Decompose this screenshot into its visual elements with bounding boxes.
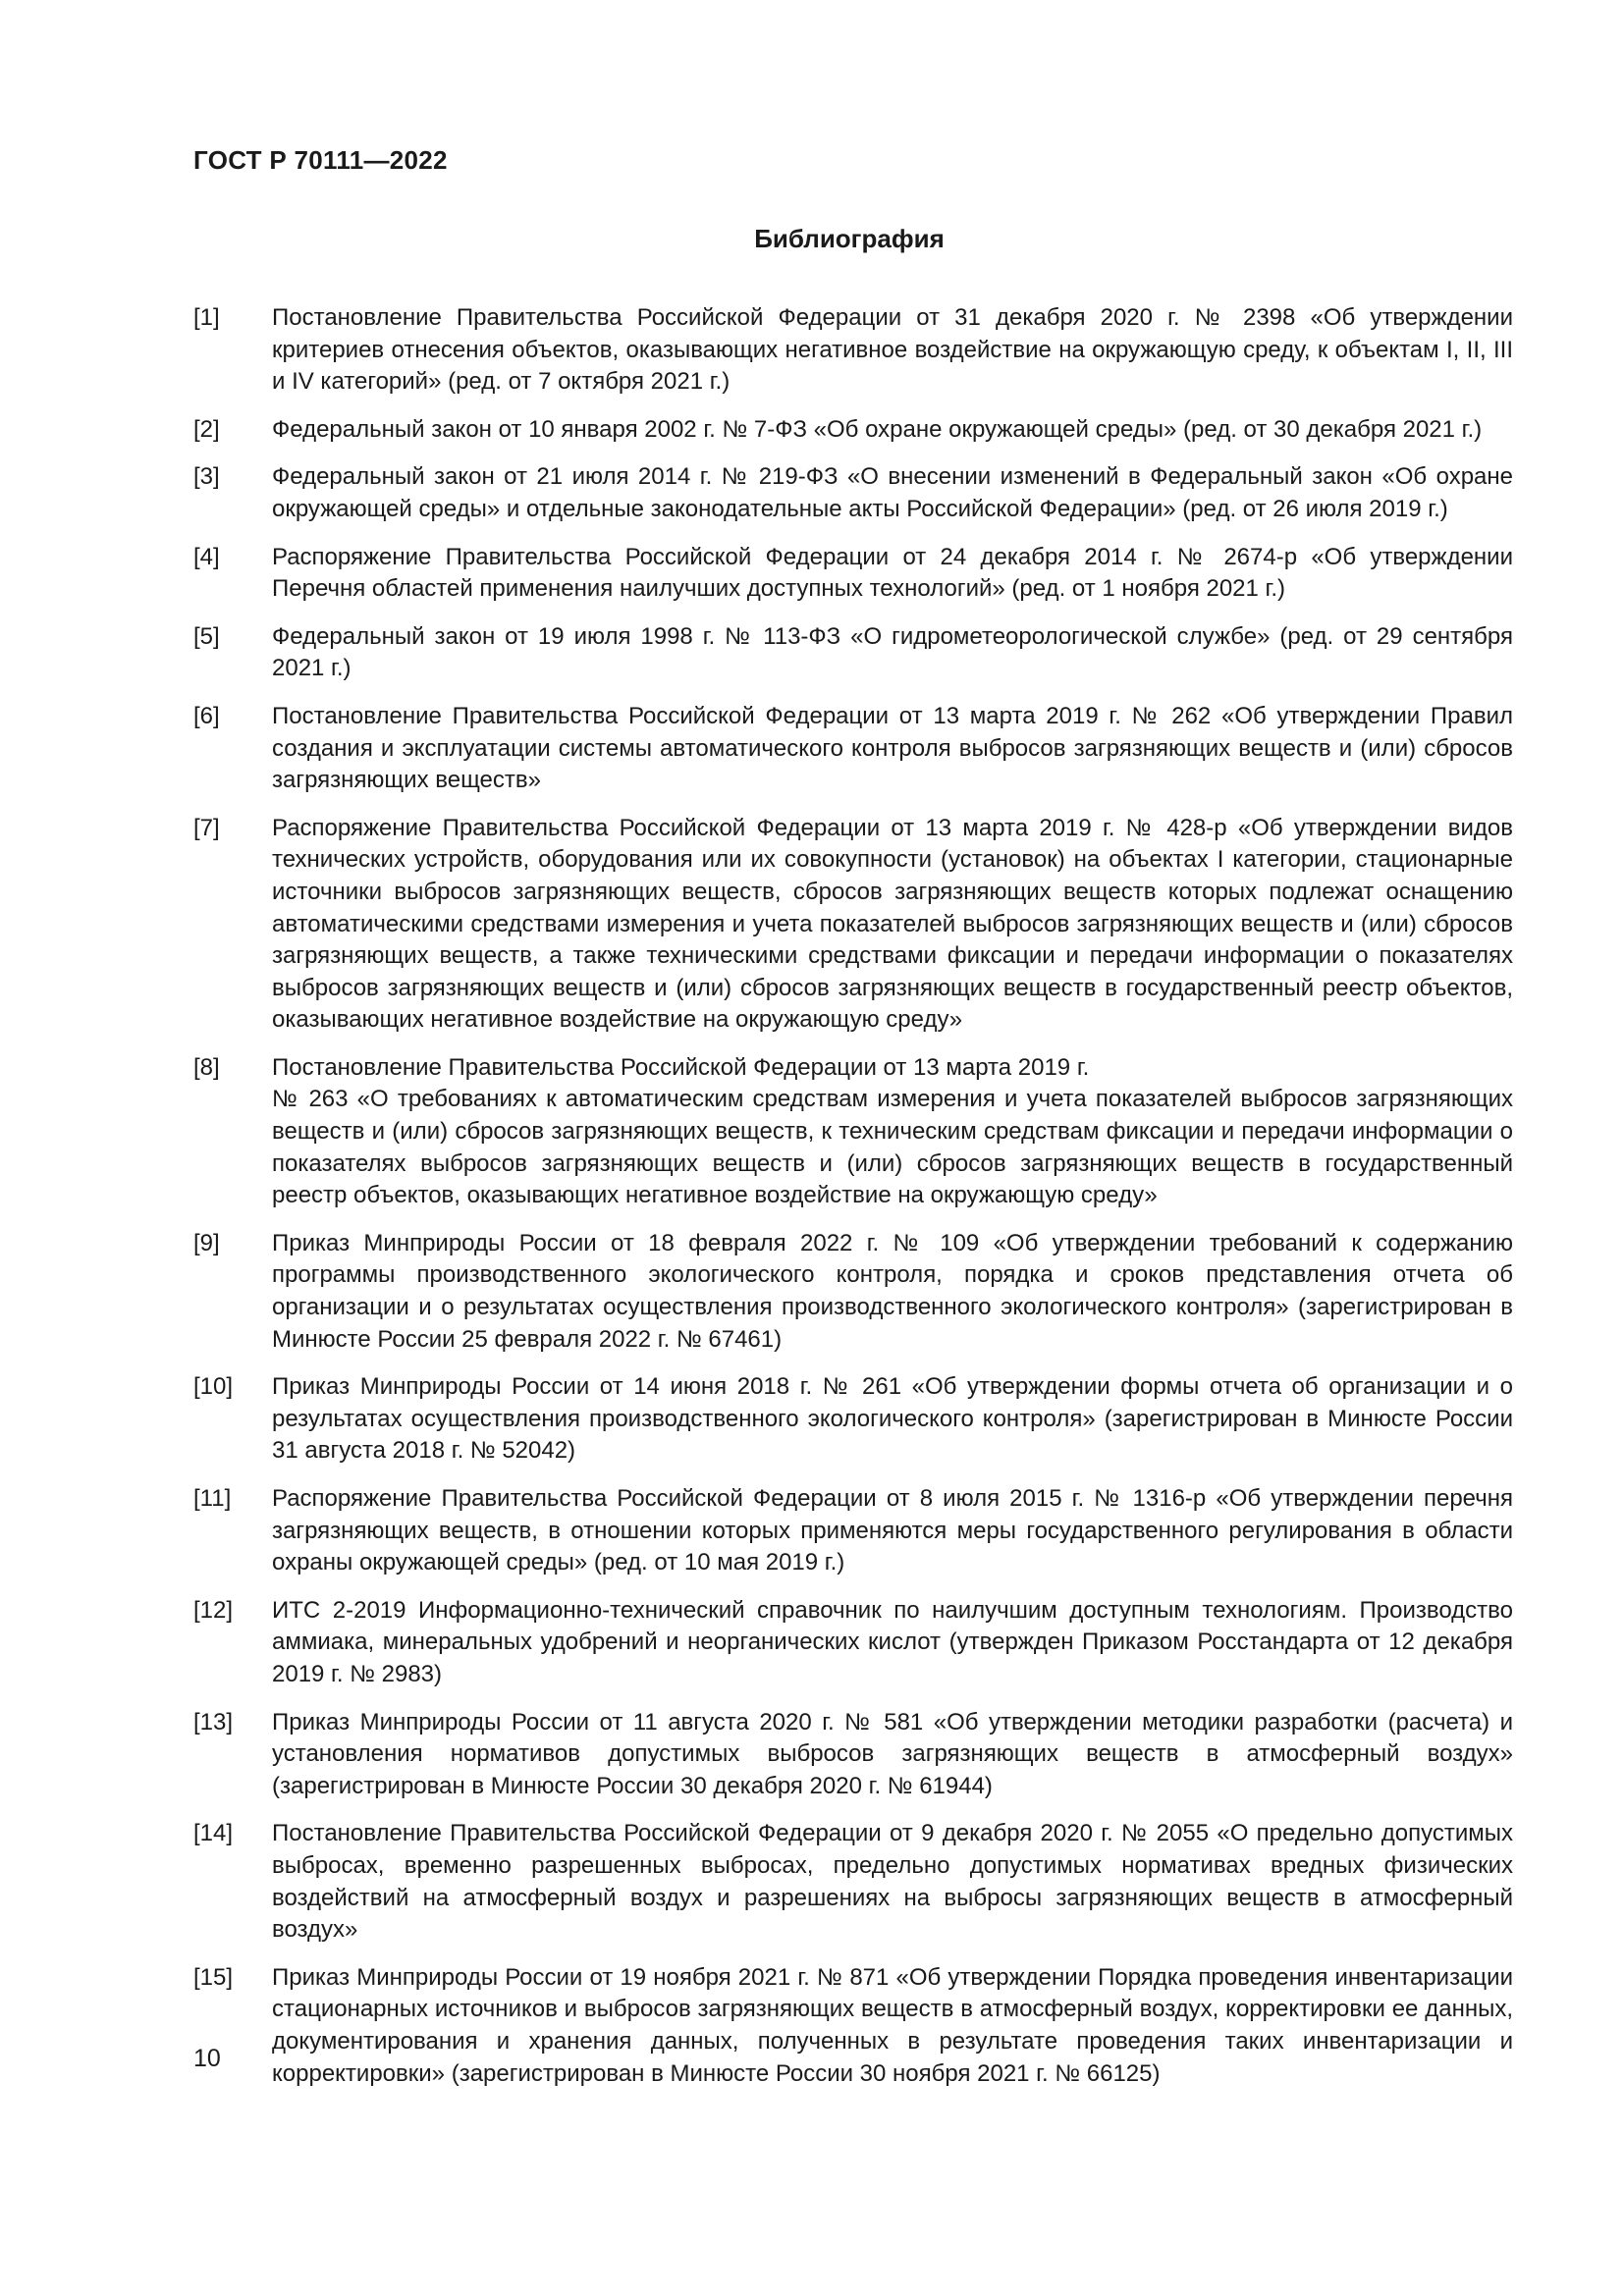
entry-text: Федеральный закон от 21 июля 2014 г. № 219-ФЗ «О внесении изменений в Федеральный закон «Об охране окружающей среды» и отдельные законодательные акты Российской Федерации» (ред. от 26 июля 2019 г.) xyxy=(272,463,1513,522)
entry-text: Приказ Минприроды России от 19 ноября 2021 г. № 871 «Об утверждении Порядка проведения инвентаризации стационарных источников и выбросов загрязняющих веществ в атмосферный воздух, корректировки ее данных, документирования и хранения данных, полученных в результате проведения таких инвентаризации и корректировки» (зарегистрирован в Минюсте России 30 ноября 2021 г. № 66125) xyxy=(272,1963,1513,2087)
entry-text: Федеральный закон от 10 января 2002 г. № 7-ФЗ «Об охране окружающей среды» (ред. от 30 декабря 2021 г.) xyxy=(272,415,1483,443)
entry-text: Постановление Правительства Российской Федерации от 31 декабря 2020 г. № 2398 «Об утверждении критериев отнесения объектов, оказывающих негативное воздействие на окружающую среду, к объектам I, II, III и IV категорий» (ред. от 7 октября 2021 г.) xyxy=(272,304,1513,396)
entry-number: [10] xyxy=(193,1373,234,1401)
bibliography-entry xyxy=(193,1371,1513,1468)
entry-number: [13] xyxy=(193,1708,234,1735)
bibliography-list xyxy=(193,302,1513,2106)
entry-number: [11] xyxy=(193,1485,232,1512)
page-number: 10 xyxy=(193,2045,221,2072)
entry-text: Приказ Минприроды России от 18 февраля 2022 г. № 109 «Об утверждении требований к содержанию программы производственного экологического контроля, порядка и сроков представления отчета об организации и о результатах осуществления производственного экологического контроля» (зарегистрирован в Минюсте России 25 февраля 2022 г. № 67461) xyxy=(272,1229,1513,1353)
bibliography-entry xyxy=(193,1962,1513,2090)
entry-text: ИТС 2-2019 Информационно-технический справочник по наилучшим доступным технологиям. Производство аммиака, минеральных удобрений и неорганических кислот (утвержден Приказом Росстандарта от 12 декабря 2019 г. № 2983) xyxy=(272,1596,1513,1687)
entry-text: Распоряжение Правительства Российской Федерации от 13 марта 2019 г. № 428-р «Об утверждении видов технических устройств, оборудования или их совокупности (установок) на объектах I категории, стационарные источники выбросов загрязняющих веществ, сбросов загрязняющих веществ которых подлежат оснащению автоматическими средствами измерения и учета показателей выбросов загрязняющих веществ и (или) сбросов загрязняющих веществ, а также техническими средствами фиксации и передачи информации о показателях выбросов загрязняющих веществ и (или) сбросов загрязняющих веществ в государственный реестр объектов, оказывающих негативное воздействие на окружающую среду» xyxy=(272,814,1513,1034)
document-header: ГОСТ Р 70111—2022 xyxy=(193,145,448,175)
bibliography-entry xyxy=(193,302,1513,399)
entry-number: [4] xyxy=(193,543,220,570)
entry-number: [8] xyxy=(193,1053,220,1081)
bibliography-entry xyxy=(193,1707,1513,1803)
entry-number: [15] xyxy=(193,1963,234,1991)
bibliography-entry xyxy=(193,701,1513,797)
bibliography-entry xyxy=(193,621,1513,685)
entry-text: Распоряжение Правительства Российской Федерации от 8 июля 2015 г. № 1316-р «Об утверждении перечня загрязняющих веществ, в отношении которых применяются меры государственного регулирования в области охраны окружающей среды» (ред. от 10 мая 2019 г.) xyxy=(272,1485,1513,1576)
entry-number: [6] xyxy=(193,702,220,729)
entry-text: Федеральный закон от 19 июля 1998 г. № 113-ФЗ «О гидрометеорологической службе» (ред. от 29 сентября 2021 г.) xyxy=(272,622,1513,682)
entry-number: [12] xyxy=(193,1596,234,1624)
bibliography-entry xyxy=(193,813,1513,1037)
entry-number: [14] xyxy=(193,1820,234,1847)
entry-number: [1] xyxy=(193,304,220,331)
entry-text: Постановление Правительства Российской Федерации от 13 марта 2019 г. № 263 «О требованиях к автоматическим средствам измерения и учета показателей выбросов загрязняющих веществ и (или) сбросов загрязняющих веществ, к техническим средствам фиксации и передачи информации о показателях выбросов загрязняющих веществ и (или) сбросов загрязняющих веществ в государственный реестр объектов, оказывающих негативное воздействие на окружающую среду» xyxy=(272,1053,1513,1209)
entry-text: Распоряжение Правительства Российской Федерации от 24 декабря 2014 г. № 2674-р «Об утверждении Перечня областей применения наилучших доступных технологий» (ред. от 1 ноября 2021 г.) xyxy=(272,543,1513,603)
bibliography-entry xyxy=(193,1595,1513,1691)
bibliography-entry xyxy=(193,414,1513,447)
entry-number: [5] xyxy=(193,622,220,650)
entry-text: Постановление Правительства Российской Федерации от 13 марта 2019 г. № 262 «Об утверждении Правил создания и эксплуатации системы автоматического контроля выбросов загрязняющих веществ и (или) сбросов загрязняющих веществ» xyxy=(272,702,1513,794)
page-title: Библиография xyxy=(754,224,945,253)
entry-text: Приказ Минприроды России от 11 августа 2020 г. № 581 «Об утверждении методики разработки (расчета) и установления нормативов допустимых выбросов загрязняющих веществ в атмосферный воздух» (зарегистрирован в Минюсте России 30 декабря 2020 г. № 61944) xyxy=(272,1708,1513,1799)
bibliography-entry xyxy=(193,1228,1513,1356)
bibliography-entry xyxy=(193,1483,1513,1579)
entry-number: [2] xyxy=(193,415,220,443)
bibliography-entry xyxy=(193,461,1513,525)
entry-text: Приказ Минприроды России от 14 июня 2018 г. № 261 «Об утверждении формы отчета об организации и о результатах осуществления производственного экологического контроля» (зарегистрирован в Минюсте России 31 августа 2018 г. № 52042) xyxy=(272,1373,1513,1465)
bibliography-entry xyxy=(193,542,1513,606)
entry-number: [9] xyxy=(193,1229,220,1256)
entry-number: [3] xyxy=(193,463,220,491)
bibliography-entry xyxy=(193,1052,1513,1212)
entry-number: [7] xyxy=(193,814,220,841)
entry-text: Постановление Правительства Российской Федерации от 9 декабря 2020 г. № 2055 «О предельно допустимых выбросах, временно разрешенных выбросах, предельно допустимых нормативах вредных физических воздействий на атмосферный воздух и разрешениях на выбросы загрязняющих веществ в атмосферный воздух» xyxy=(272,1820,1513,1944)
bibliography-entry xyxy=(193,1818,1513,1946)
